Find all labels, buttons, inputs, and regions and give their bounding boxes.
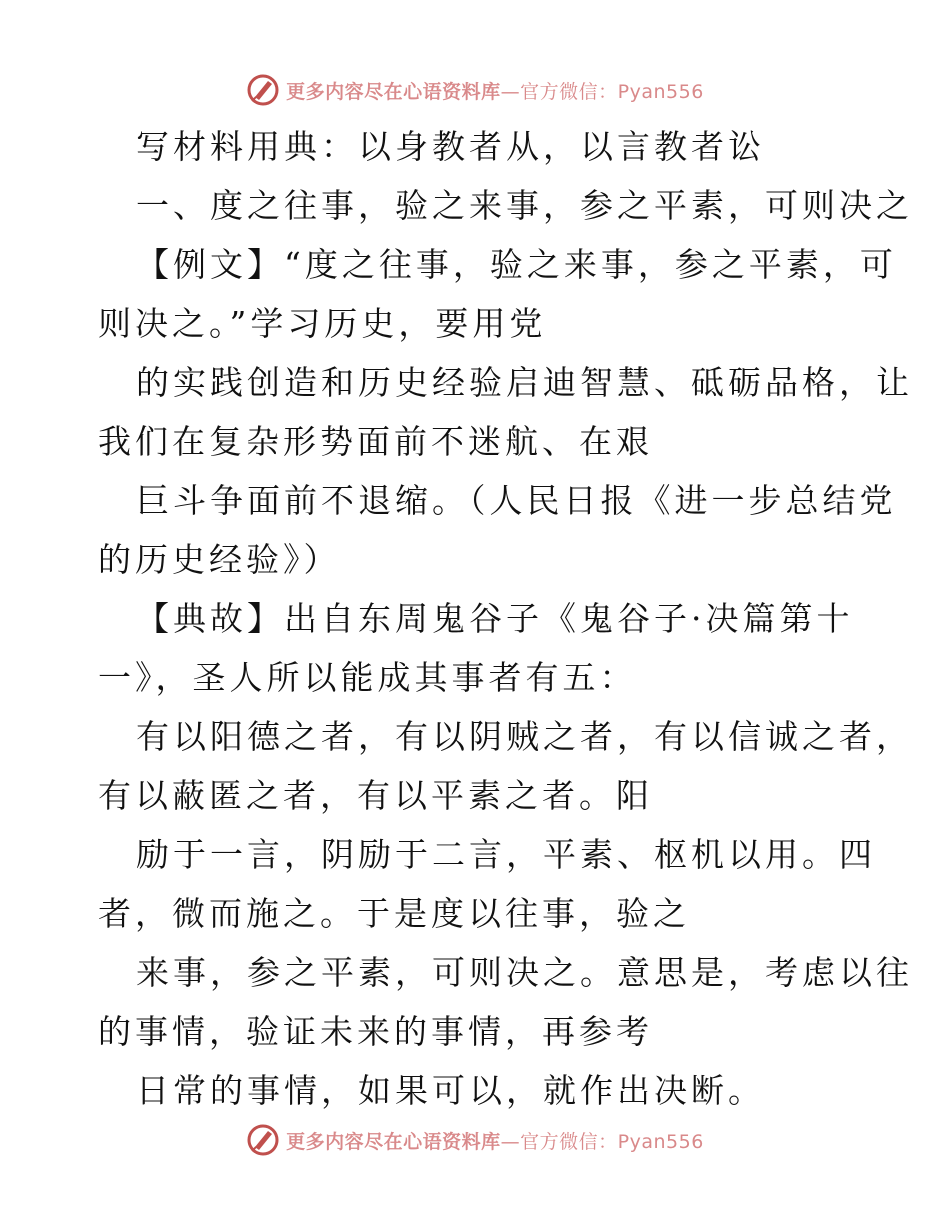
- text-line: 的历史经验》）: [98, 540, 341, 579]
- text-line: 的事情，验证未来的事情，再参考: [98, 1012, 653, 1051]
- text-line: 有以蔽匿之者，有以平素之者。阳: [98, 776, 653, 815]
- text-line: 【典故】出自东周鬼谷子《鬼谷子·决篇第十: [136, 599, 854, 638]
- watermark-text: [286, 1127, 704, 1154]
- brand-logo-icon: [246, 73, 280, 107]
- watermark-header: [0, 70, 950, 110]
- watermark-text: [286, 77, 704, 104]
- text-line: 的实践创造和历史经验启迪智慧、砥砺品格，让: [136, 363, 913, 402]
- watermark-main: 更多内容尽在心语资料库: [286, 1130, 501, 1153]
- text-line: 励于一言，阴励于二言，平素、枢机以用。四: [136, 835, 876, 874]
- text-line: 有以阳德之者，有以阴贼之者，有以信诚之者，: [136, 717, 913, 756]
- watermark-footer: [0, 1120, 950, 1160]
- text-line: 一》，圣人所以能成其事者有五：: [98, 658, 637, 697]
- text-line: 【例文】“度之往事，验之来事，参之平素，可: [136, 245, 897, 284]
- brand-logo-icon: [246, 1123, 280, 1157]
- text-line: 者，微而施之。于是度以往事，验之: [98, 894, 690, 933]
- watermark-main: 更多内容尽在心语资料库: [286, 80, 501, 103]
- text-line: 我们在复杂形势面前不迷航、在艰: [98, 422, 653, 461]
- watermark-suffix: 官方微信：Pyan556: [520, 80, 704, 103]
- text-line: 日常的事情，如果可以，就作出决断。: [136, 1071, 765, 1110]
- text-line: 巨斗争面前不退缩。（人民日报《进一步总结党: [136, 481, 897, 520]
- watermark-dash: —: [500, 1130, 521, 1153]
- section-heading: 一、度之往事，验之来事，参之平素，可则决之: [136, 186, 913, 225]
- document-title: 写材料用典：以身教者从，以言教者讼: [136, 127, 765, 166]
- text-line: 则决之。”学习历史，要用党: [98, 304, 547, 343]
- text-line: 来事，参之平素，可则决之。意思是，考虑以往: [136, 953, 913, 992]
- watermark-suffix: 官方微信：Pyan556: [520, 1130, 704, 1153]
- watermark-dash: —: [500, 80, 521, 103]
